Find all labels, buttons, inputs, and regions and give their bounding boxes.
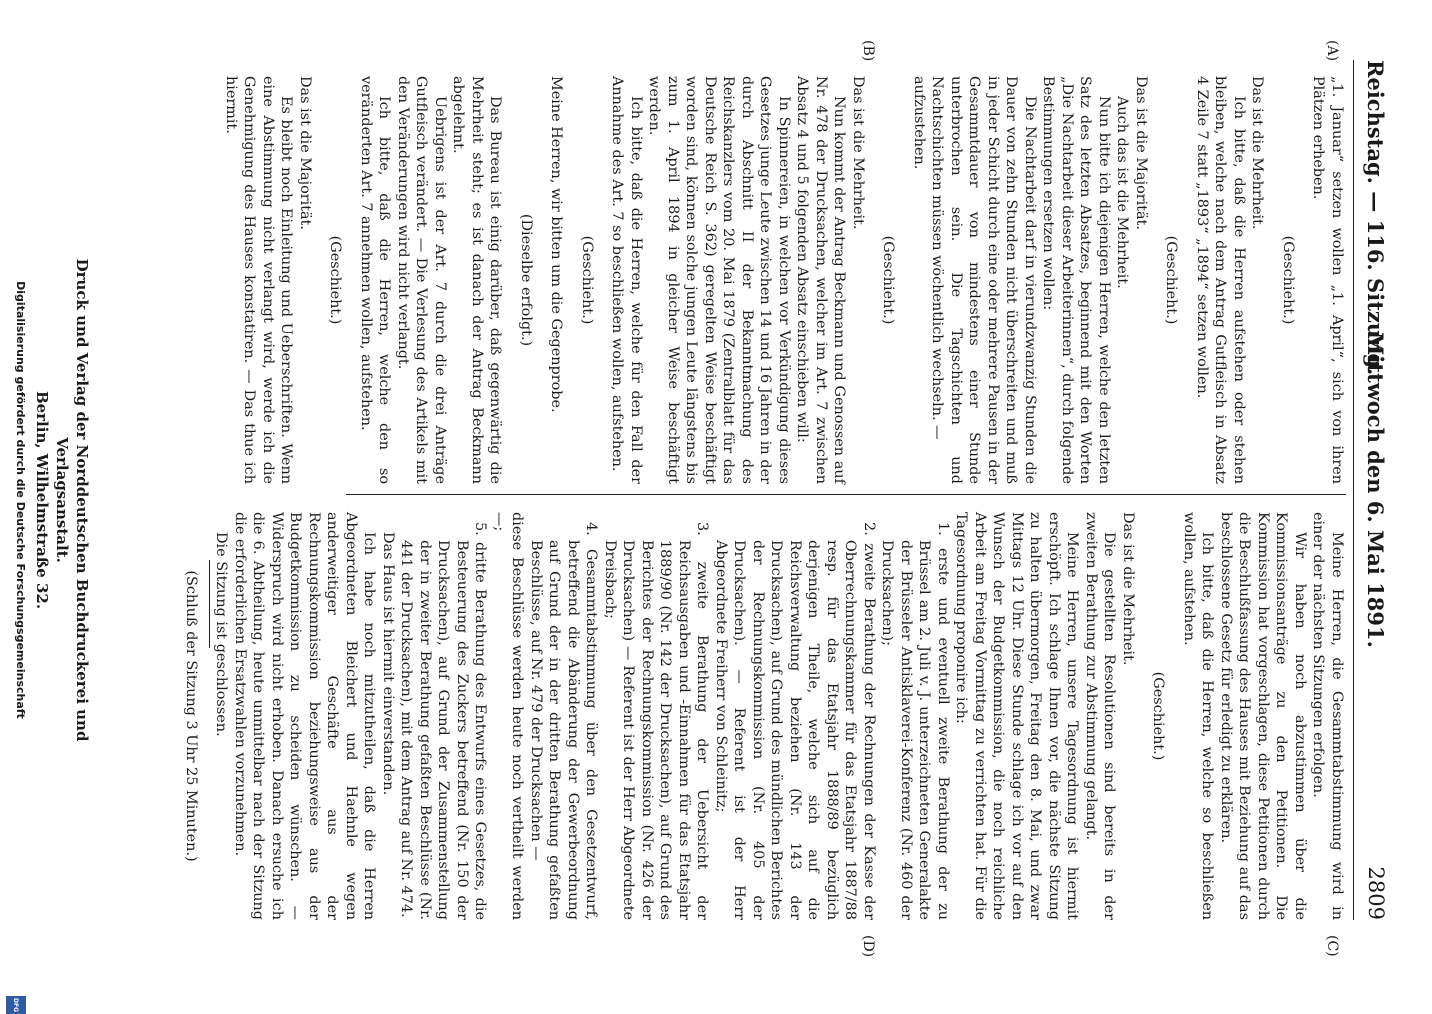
margin-mark-d: (D) bbox=[860, 935, 876, 958]
paragraph: Meine Herren, die Gesammtabstimmung wird in einer der nächsten Sitzungen erfolgen. bbox=[1310, 512, 1345, 920]
agenda-item: 1. erste und eventuell zweite Berathung der zu Brüssel am 2. Juli v. J. unterzeichneten Generalakte der Brüsseler Antisklaverei-Konferenz (Nr. 460 der Drucksachen); bbox=[879, 522, 951, 920]
paragraph: Das Haus ist hiermit einverstanden. bbox=[380, 532, 396, 796]
paragraph: Ich habe noch mitzutheilen, daß die Herren Abgeordneten Bleichert und Haehnle wegen anderweitiger Geschäfte aus der Rechnungskommission beziehungsweise aus der Budgetkommission zu scheiden wünschen. — Widerspruch wird nicht erhoben. Danach ersuche ich die 6. Abtheilung, heute unmittelbar nach der Sitzung die erforderlichen Ersatzwahlen vorzunehmen. bbox=[232, 512, 378, 920]
paragraph: In Spinnereien, in welchen vor Verkündigung dieses Gesetzes junge Leute zwischen 14 und 16 Jahren in der durch Abschnitt II der Bekanntmachung des Reichskanzlers vom 20. Mai 1879 (Zentralblatt für das Deutsche Reich S. 362) geregelten Weise beschäftigt worden sind, können solche jungen Leute längstens bis zum 1. April 1894 in gleicher Weise beschäftigt werden. bbox=[646, 76, 792, 484]
stage-direction: (Dieselbe erfolgt.) bbox=[518, 213, 534, 347]
paragraph: aufzustehen. bbox=[911, 76, 927, 170]
agenda-item: 2. zweite Berathung der Rechnungen der Kasse der Oberrechnungskammer für das Etatsjahr 1887/88 resp. für das Etatsjahr 1888/89 bezüglich derjenigen Theile, welche sich auf die Reichsverwaltung beziehen (Nr. 143 der Drucksachen), auf Grund des mündlichen Berichtes der Rechnungskommission (Nr. 405 der Drucksachen). — Referent ist der Herr Abgeordnete Freiherr von Schleinitz; bbox=[713, 522, 877, 920]
paragraph: Ich bitte, daß die Herren, welche den so veränderten Art. 7 annehmen wollen, aufstehen. bbox=[358, 76, 393, 484]
stage-direction: (Geschieht.) bbox=[1150, 671, 1167, 761]
digitization-credit: Digitalisierung gefördert durch die Deutsche Forschungsgemeinschaft bbox=[14, 281, 27, 719]
stage-direction: (Geschieht.) bbox=[327, 235, 344, 325]
stage-direction: (Geschieht.) bbox=[1280, 235, 1296, 325]
imprint-line-2: Berlin, Wilhelmstraße 32. bbox=[33, 390, 51, 610]
agenda-item: 5. dritte Berathung des Entwurfs eines Gesetzes, die Besteuerung des Zuckers betreffend (Nr. 150 der Drucksachen), auf Grund der Zusammenstellung der in zweiter Berathung gefaßten Beschlüsse (Nr. 441 der Drucksachen), mit dem Antrag auf Nr. 474. bbox=[398, 522, 489, 920]
paragraph: Uebrigens ist der Art. 7 durch die drei Anträge Gutfleisch verändert. — Die Verlesung des Artikels mit den Veränderungen wird nicht verlangt. bbox=[395, 76, 448, 484]
paragraph: Nun kommt der Antrag Beckmann und Genossen auf Nr. 478 der Drucksachen, welcher im Art. 7 zwischen Absatz 4 und 5 folgenden Absatz einschieben will: bbox=[794, 76, 848, 484]
paragraph: Das ist die Majorität. bbox=[297, 76, 313, 230]
right-column bbox=[170, 512, 1347, 920]
paragraph: Nun bitte ich diejenigen Herren, welche den letzten Satz des letzten Absatzes, beginnend mit den Worten „Die Nachtarbeit dieser Arbeiterinnen“, durch folgende Bestimmungen ersetzen wollen: bbox=[1040, 76, 1112, 484]
header-date: Mittwoch den 6. Mai 1891. bbox=[1363, 332, 1388, 648]
stage-direction: (Schluß der Sitzung 3 Uhr 25 Minuten.) bbox=[183, 570, 199, 862]
paragraph: Ich bitte, daß die Herren, welche für den Fall der Annahme des Art. 7 so beschließen wollen, aufstehen. bbox=[609, 76, 644, 484]
paragraph: Das ist die Mehrheit. bbox=[850, 76, 866, 230]
paragraph: Wir haben noch abzustimmen über die Kommissionsanträge zu den Petitionen. Die Kommission hat vorgeschlagen, diese Petitionen durch die Beschlußfassung des Hauses mit Beziehung auf das beschlossene Gesetz für erledigt zu erklären. bbox=[1218, 512, 1308, 920]
paragraph: Das ist die Majorität. bbox=[1133, 76, 1149, 230]
paragraph: Das ist die Mehrheit. bbox=[1120, 512, 1136, 666]
header-left: Reichstag. — 116. Sitzung. bbox=[1363, 60, 1388, 376]
left-column bbox=[222, 76, 1347, 484]
column-rule bbox=[346, 494, 1346, 495]
margin-mark-a: (A) bbox=[1324, 40, 1340, 62]
stage-direction: (Geschieht.) bbox=[579, 235, 595, 325]
page-number: 2809 bbox=[1364, 866, 1388, 920]
page-header bbox=[1348, 60, 1388, 920]
header-rule bbox=[1353, 60, 1354, 920]
paragraph: „1. Januar“ setzen wollen „1. April“, sich von ihren Plätzen erheben. bbox=[1310, 76, 1345, 484]
paragraph: Das ist die Mehrheit. bbox=[1249, 76, 1266, 230]
paragraph: Auch das ist die Mehrheit. bbox=[1114, 96, 1131, 289]
paragraph: Es bleibt noch Einleitung und Ueberschriften. Wenn eine Abstimmung nicht verlangt wird, werde ich die Genehmigung des Hauses konstatiren. — Das thue ich hiermit. bbox=[223, 76, 295, 484]
agenda-item: 4. Gesammtabstimmung über den Gesetzentwurf, betreffend die Abänderung der Gewerbeordnung auf Grund der in der dritten Berathung gefaßten Beschlüsse, auf Nr. 479 der Drucksachen — bbox=[528, 522, 600, 920]
stage-direction: (Geschieht.) bbox=[1163, 235, 1180, 325]
margin-mark-b: (B) bbox=[860, 40, 876, 62]
paragraph: Ich bitte, daß die Herren aufstehen oder stehen bleiben, welche nach dem Antrag Gutfleisch in Absatz 4 Zeile 7 statt „1893“ „1894“ setzen wollen. bbox=[1194, 76, 1247, 484]
paragraph: Ich bitte, daß die Herren, welche so beschließen wollen, aufstehen. bbox=[1181, 512, 1216, 920]
margin-mark-c: (C) bbox=[1324, 935, 1340, 957]
paragraph: diese Beschlüsse werden heute noch vertheilt werden —; bbox=[491, 512, 526, 920]
paragraph: Die Nachtarbeit darf in vierundzwanzig Stunden die Dauer von zehn Stunden nicht überschreiten und muß in jeder Schicht durch eine oder mehrere Pausen in der Gesammtdauer von mindestens einer Stunde unterbrochen sein. Die Tagschichten und Nachtschichten müssen wöchentlich wechseln. — bbox=[929, 76, 1038, 484]
paragraph: Das Bureau ist einig darüber, daß gegenwärtig die Mehrheit steht; es ist danach der Antrag Beckmann abgelehnt. bbox=[450, 76, 504, 484]
paragraph: Die Sitzung ist geschlossen. bbox=[213, 532, 230, 737]
imprint bbox=[32, 200, 92, 800]
stage-direction: (Geschieht.) bbox=[880, 235, 897, 325]
imprint-line-1: Druck und Verlag der Norddeutschen Buchdruckerei und Verlagsanstalt. bbox=[53, 258, 91, 742]
paragraph: Meine Herren, wir bitten um die Gegenprobe. bbox=[548, 76, 565, 413]
end-rule bbox=[209, 560, 210, 648]
dfg-logo: DFG bbox=[6, 996, 26, 1014]
paragraph: Die gestellten Resolutionen sind bereits in der zweiten Berathung zur Abstimmung gelangt. bbox=[1083, 512, 1118, 920]
paragraph: Meine Herren, unsere Tagesordnung ist hiermit erschöpft. Ich schlage Ihnen vor, die nächste Sitzung zu halten übermorgen, Freitag den 8. Mai, und zwar Mittags 12 Uhr. Diese Stunde schlage ich vor auf den Wunsch der Budgetkommission, die noch reichliche Arbeit am Freitag Vormittag zu verrichten hat. Für die Tagesordnung proponire ich: bbox=[953, 512, 1081, 920]
agenda-item: 3. zweite Berathung der Uebersicht der Reichsausgaben und -Einnahmen für das Etatsjahr 1889/90 (Nr. 142 der Drucksachen), auf Grund des Berichtes der Rechnungskommission (Nr. 426 der Drucksachen) — Referent ist der Herr Abgeordnete Dreisbach; bbox=[602, 522, 711, 920]
